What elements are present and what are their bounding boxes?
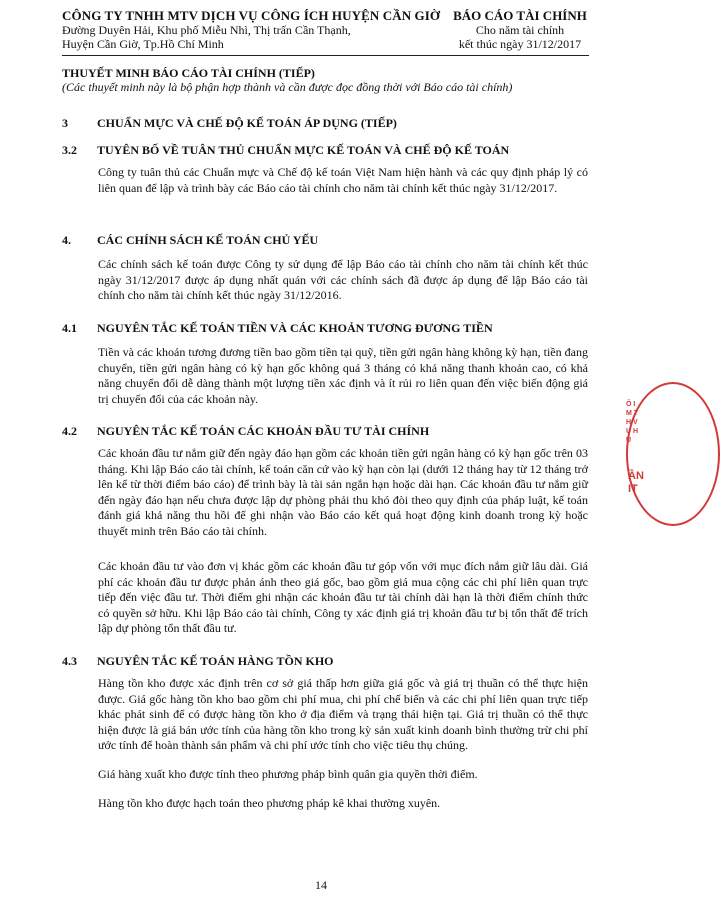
- header-divider: [62, 55, 589, 56]
- section-title: CHUẨN MỰC VÀ CHẾ ĐỘ KẾ TOÁN ÁP DỤNG (TIẾP): [97, 116, 397, 130]
- section-number: 3.2: [62, 143, 77, 157]
- section-title: NGUYÊN TẮC KẾ TOÁN HÀNG TỒN KHO: [97, 654, 334, 668]
- paragraph-4: Các chính sách kế toán được Công ty sử dụng để lập Báo cáo tài chính cho năm tài chính kết thúc ngày 31/12/2017 được áp dụng nhất quán với các chính sách đã được áp dụng để lập Báo cáo tài chính cho năm tài chính kết thúc ngày 31/12/2016.: [98, 257, 588, 302]
- seal-text-small: Ô IM TH VỤ HU: [626, 401, 639, 444]
- seal-text-large: ẦN IT: [628, 470, 644, 495]
- report-period-line2: kết thúc ngày 31/12/2017: [458, 37, 582, 51]
- company-header: [62, 9, 462, 51]
- paragraph-4-3-c: Hàng tồn kho được hạch toán theo phương pháp kê khai thường xuyên.: [98, 796, 441, 810]
- paragraph-3-2: Công ty tuân thủ các Chuẩn mực và Chế độ kế toán Việt Nam hiện hành và các quy định pháp lý có liên quan để lập và trình bày các Báo cáo tài chính cho năm tài chính kết thúc ngày 31/12/2017.: [98, 165, 588, 195]
- section-title: TUYÊN BỐ VỀ TUÂN THỦ CHUẨN MỰC KẾ TOÁN VÀ CHẾ ĐỘ KẾ TOÁN: [97, 143, 510, 157]
- section-number: 4.2: [62, 424, 77, 438]
- section-number: 4.: [62, 233, 71, 247]
- report-header: [440, 9, 600, 51]
- paragraph-4-2-b: Các khoản đầu tư vào đơn vị khác gồm các khoản đầu tư góp vốn với mục đích nắm giữ lâu dài. Giá phí các khoản đầu tư được phản ánh theo giá gốc, bao gồm giá mua cộng các chi phí liên quan trực tiếp đến việc đầu tư. Thời điểm ghi nhận các khoản đầu tư tài chính dài hạn là thời điểm chính thức có quyền sở hữu. Khi lập Báo cáo tài chính, Công ty xác định giá trị khoản đầu tư bị tổn thất để trích lập dự phòng tổn thất đầu tư.: [98, 559, 588, 635]
- section-title: CÁC CHÍNH SÁCH KẾ TOÁN CHỦ YẾU: [97, 233, 319, 247]
- paragraph-4-1: Tiền và các khoản tương đương tiền bao gồm tiền tại quỹ, tiền gửi ngân hàng không kỳ hạn, tiền đang chuyển, tiền gửi ngân hàng có kỳ hạn gốc không quá 3 tháng có khả năng thanh khoản cao, có khả năng chuyển đổi dễ dàng thành một lượng tiền xác định và ít rủi ro liên quan đến việc biến động giá trị chuyển đổi của các khoản này.: [98, 345, 588, 406]
- document-title: THUYẾT MINH BÁO CÁO TÀI CHÍNH (TIẾP): [62, 66, 315, 80]
- paragraph-4-3-b: Giá hàng xuất kho được tính theo phương pháp bình quân gia quyền thời điểm.: [98, 767, 478, 781]
- seal-ring: [626, 382, 720, 526]
- company-seal: [624, 382, 642, 522]
- section-number: 4.1: [62, 321, 77, 335]
- company-name: CÔNG TY TNHH MTV DỊCH VỤ CÔNG ÍCH HUYỆN CẦN GIỜ: [62, 8, 441, 23]
- report-period-line1: Cho năm tài chính: [475, 23, 565, 37]
- paragraph-4-2-a: Các khoản đầu tư nắm giữ đến ngày đáo hạn gồm các khoản tiền gửi ngân hàng có kỳ hạn gốc trên 03 tháng. Khi lập Báo cáo tài chính, kế toán căn cứ vào kỳ hạn còn lại (dưới 12 tháng hay từ 12 tháng trở lên kể từ thời điểm báo cáo) để trình bày là tài sản ngắn hạn hoặc dài hạn. Các khoản đầu tư nắm giữ đến ngày đáo hạn nếu chưa được lập dự phòng phải thu khó đòi theo quy định của pháp luật, kế toán đánh giá khả năng thu hồi để ghi nhận vào Báo cáo kết quả hoạt động kinh doanh trong kỳ hoặc thuyết minh trên Báo cáo tài chính.: [98, 446, 588, 538]
- paragraph-4-3-a: Hàng tồn kho được xác định trên cơ sở giá thấp hơn giữa giá gốc và giá trị thuần có thể thực hiện được. Giá gốc hàng tồn kho bao gồm chi phí mua, chi phí chế biến và các chi phí liên quan trực tiếp khác phát sinh để có được hàng tồn kho ở địa điểm và trạng thái hiện tại. Giá trị thuần có thể thực hiện được là giá bán ước tính của hàng tồn kho trong kỳ sản xuất kinh doanh bình thường trừ chi phí ước tính để hoàn thành sản phẩm và chi phí ước tính cho việc tiêu thụ chúng.: [98, 676, 588, 752]
- section-number: 4.3: [62, 654, 77, 668]
- company-address-line1: Đường Duyên Hải, Khu phố Miễu Nhì, Thị trấn Cần Thạnh,: [62, 23, 351, 37]
- document-subtitle: (Các thuyết minh này là bộ phận hợp thành và cần được đọc đồng thời với Báo cáo tài chính): [62, 80, 513, 94]
- company-address-line2: Huyện Cần Giờ, Tp.Hồ Chí Minh: [62, 37, 224, 51]
- section-number: 3: [62, 116, 68, 130]
- section-title: NGUYÊN TẮC KẾ TOÁN TIỀN VÀ CÁC KHOẢN TƯƠNG ĐƯƠNG TIỀN: [97, 321, 493, 335]
- section-title: NGUYÊN TẮC KẾ TOÁN CÁC KHOẢN ĐẦU TƯ TÀI CHÍNH: [97, 424, 430, 438]
- report-title: BÁO CÁO TÀI CHÍNH: [453, 8, 587, 23]
- page-number: 14: [315, 878, 327, 892]
